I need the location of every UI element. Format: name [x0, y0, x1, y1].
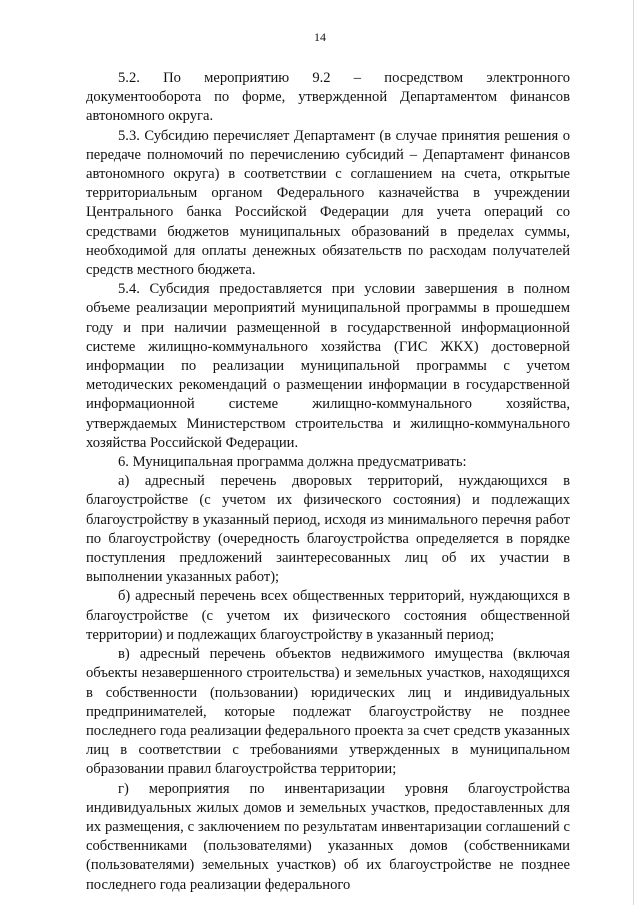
- paragraph-6-v: в) адресный перечень объектов недвижимого имущества (включая объекты незавершенного строительства) и земельных участков, находящихся в собственности (пользовании) юридических лиц и индивидуальных предпринимателей, которые подлежат благоустройству не позднее последнего года реализации федерального проекта за счет средств указанных лиц в соответствии с требованиями утвержденных в муниципальном образовании правил благоустройства территории;: [86, 646, 570, 778]
- paragraph-6-a: а) адресный перечень дворовых территорий, нуждающихся в благоустройстве (с учетом их физического состояния) и подлежащих благоустройству в указанный период, исходя из минимального перечня работ по благоустройству (очередность благоустройства определяется в порядке поступления предложений заинтересованных лиц об их участии в выполнении указанных работ);: [86, 473, 570, 586]
- paragraph-6-g: г) мероприятия по инвентаризации уровня благоустройства индивидуальных жилых домов и земельных участков, предоставленных для их размещения, с заключением по результатам инвентаризации соглашений с собственниками (пользователями) указанных домов (собственниками (пользователями) земельных участков) об их благоустройстве не позднее последнего года реализации федерального: [86, 780, 570, 893]
- paragraph-5-2: 5.2. По мероприятию 9.2 – посредством электронного документооборота по форме, утвержденной Департаментом финансов автономного округа.: [86, 70, 570, 125]
- paragraph-5-4: 5.4. Субсидия предоставляется при условии завершения в полном объеме реализации мероприятий муниципальной программы в прошедшем году и при наличии размещенной в государственной информационной системе жилищно-коммунального хозяйства (ГИС ЖКХ) достоверной информации по реализации муниципальной программы с учетом методических рекомендаций о размещении информации в государственной информационной системе жилищно-коммунального хозяйства, утверждаемых Министерством строительства и жилищно-коммунального хозяйства Российской Федерации.: [86, 281, 570, 451]
- scan-edge-line: [633, 0, 634, 905]
- paragraph-6: 6. Муниципальная программа должна предусматривать:: [118, 454, 467, 471]
- paragraph-5-3: 5.3. Субсидию перечисляет Департамент (в случае принятия решения о передаче полномочий по перечислению субсидий – Департамент финансов автономного округа) в соответствии с соглашением на счета, открытые территориальным органом Федерального казначейства в учреждении Центрального банка Российской Федерации для учета операций со средствами бюджетов муниципальных образований в пределах суммы, необходимой для оплаты денежных обязательств по расходам получателей средств местного бюджета.: [86, 127, 570, 279]
- document-body: [86, 69, 570, 895]
- page-number: 14: [314, 30, 326, 44]
- paragraph-6-b: б) адресный перечень всех общественных территорий, нуждающихся в благоустройстве (с учетом их физического состояния общественной территории) и подлежащих благоустройству в указанный период;: [86, 588, 570, 643]
